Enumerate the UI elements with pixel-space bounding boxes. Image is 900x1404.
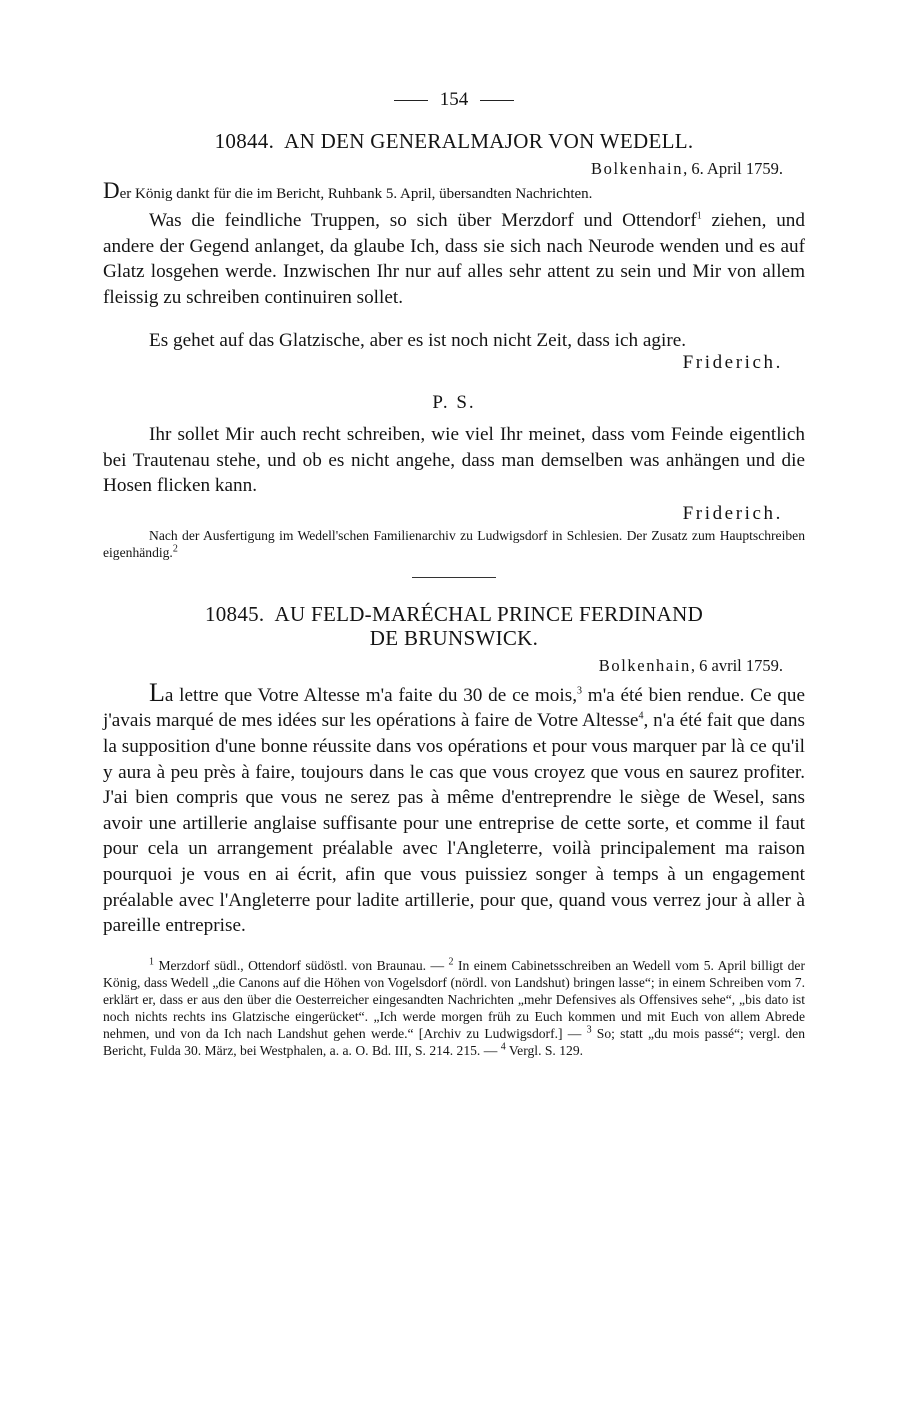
body-text-c: , n'a été fait que dans la supposition d'une bonne réussite dans vos opérations et pour vous marquer par là ce qu'il y aura à peu près à faire, toujours dans le cas que vous croyez que vous en saurez profiter. J'ai bien compris que vous ne serez pas à même d'entreprendre le siège de Wesel, sans avoir une artillerie anglaise suffisante pour une entreprise de cette sorte, et comme il faut pour cela un arrangement préalable avec l'Angleterre, voilà principalement ma raison pourquoi je vous en ai écrit, afin que vous puissiez songer à temps à un engagement préalable avec l'Angleterre pour ladite artillerie, pour que, quand vous verrez jour à aller à pareille entreprise. — [103, 710, 805, 937]
letter-10844-paragraph-1 — [103, 208, 805, 310]
footnote-1: Merzdorf südl., Ottendorf südöstl. von Braunau. — — [154, 957, 449, 973]
letter-number: 10844. — [214, 129, 275, 153]
page-number: 154 — [439, 89, 469, 110]
letter-10845-body — [103, 677, 805, 939]
footnote-mark-2: 2 — [448, 956, 454, 968]
footnotes — [103, 957, 805, 1059]
footnote-3: So; statt „du mois passé“; vergl. den Bericht, Fulda 30. März, bei Westphalen, a. a. O. Bd. III, S. 214. 215. — — [103, 1025, 805, 1058]
postscript-label: P. S. — [432, 391, 476, 413]
postscript-signature: Friderich. — [682, 502, 783, 524]
letter-10844-heading — [103, 129, 805, 153]
letter-number: 10845. — [204, 601, 265, 626]
letter-title: AN DEN GENERALMAJOR VON WEDELL. — [284, 129, 694, 153]
summary-initial: D — [103, 178, 120, 203]
letter-title-line-2: DE BRUNSWICK. — [369, 625, 539, 650]
header-rule-right — [480, 100, 514, 101]
place-name: Bolkenhain — [591, 159, 684, 178]
letter-date: , 6 avril 1759. — [690, 655, 783, 675]
source-note — [103, 527, 805, 561]
letter-10844-summary — [103, 178, 805, 204]
header-rule-left — [394, 100, 428, 101]
letter-10844-dateline — [103, 157, 805, 181]
signature: Friderich. — [682, 351, 783, 373]
place-name: Bolkenhain — [598, 655, 691, 675]
letter-10845-heading — [103, 602, 805, 650]
footnote-mark-1: 1 — [149, 956, 154, 968]
body-text-a: a lettre que Votre Altesse m'a faite du 30 de ce mois, — [164, 684, 577, 706]
letter-10845-dateline — [103, 654, 805, 678]
postscript-text: Ihr sollet Mir auch recht schreiben, wie viel Ihr meinet, dass vom Feinde eigentlich bei Trautenau stehe, und ob es nicht angehe, dass man demselben was anhängen und die Hosen flicken kann. — [103, 423, 805, 497]
source-note-text: Nach der Ausfertigung im Wedell'schen Familienarchiv zu Ludwigsdorf in Schlesien. Der Zusatz zum Hauptschreiben eigenhändig. — [103, 527, 805, 560]
letter-10844-paragraph-2: Es gehet auf das Glatzische, aber es ist noch nicht Zeit, dass ich agire. — [149, 330, 687, 352]
para1-rest: ziehen, und andere der Gegend anlanget, da glaube Ich, dass sie sich nach Neurode wenden und es auf Glatz losgehen werde. Inzwischen Ihr nur auf alles sehr attent zu sein und Mir von allem fleissig zu schreiben continuiren sollet. — [103, 210, 805, 308]
letter-date: , 6. April 1759. — [683, 159, 783, 178]
page-header — [103, 85, 805, 115]
footnote-4: Vergl. S. 129. — [505, 1042, 584, 1058]
para1-text: Was die feindliche Truppen, so sich über Merzdorf und Ottendorf — [149, 210, 697, 231]
summary-text: er König dankt für die im Bericht, Ruhbank 5. April, übersandten Nachrichten. — [119, 186, 593, 202]
footnote-ref-4: 4 — [638, 710, 644, 722]
footnote-ref-3: 3 — [577, 685, 582, 697]
initial-letter: L — [149, 677, 165, 707]
body-text-b: m'a été bien rendue. Ce que j'avais marqué de mes idées sur les opérations à faire de Votre Altesse — [103, 684, 805, 732]
footnote-ref-2: 2 — [172, 543, 178, 555]
document-page — [103, 85, 805, 1059]
footnote-mark-3: 3 — [586, 1024, 592, 1036]
letter-title-line-1: AU FELD-MARÉCHAL PRINCE FERDINAND — [274, 601, 704, 626]
footnote-ref-1: 1 — [696, 210, 702, 222]
section-divider — [412, 577, 496, 578]
footnote-mark-4: 4 — [500, 1041, 506, 1053]
footnote-2: In einem Cabinetsschreiben an Wedell vom 5. April billigt der König, dass Wedell „die Canons auf die Höhen von Vogelsdorf (nördl. von Landshut) bringen lasse“; in einem Schreiben vom 7. erklärt er, dass er aus den über die Oesterreicher eingesandten Nachrichten „mehr Defensives als Offensives sehe“, „bis dato ist noch nichts rechts ins Glatzische eingerücket“. „Ich werde morgen früh zu Euch kommen und mit Euch von allem Abrede nehmen, und von da Ich nach Landshut gehen werde.“ [Archiv zu Ludwigsdorf.] — — [103, 957, 805, 1041]
